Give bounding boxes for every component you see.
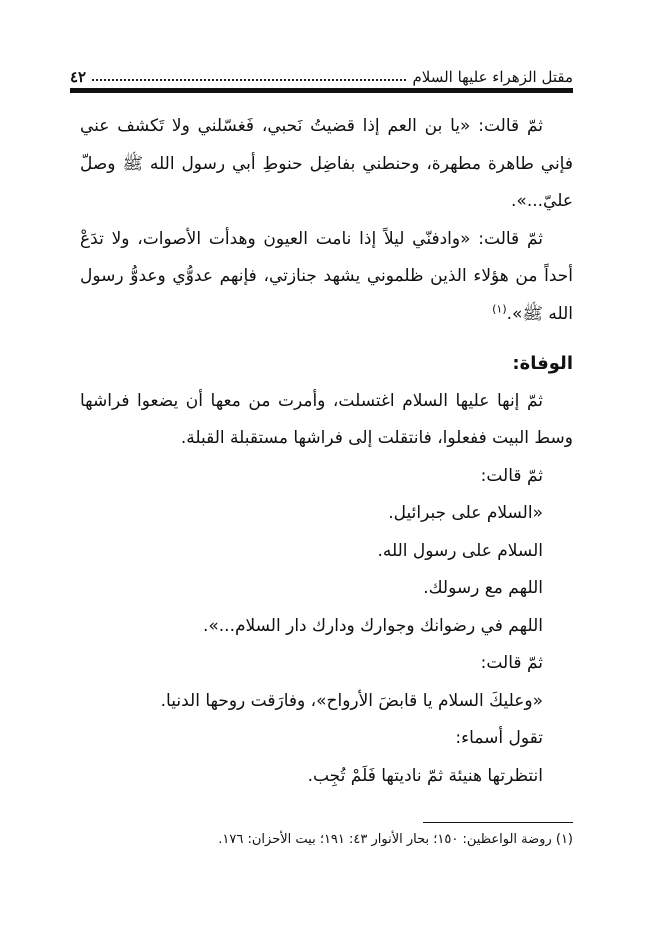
paragraph-spacer [80,333,573,345]
paragraph-2 [80,221,573,334]
footnote-rule [423,822,573,823]
footnote-reference: (١) [492,301,507,315]
book-title: مقتل الزهراء عليها السلام [412,68,573,86]
text-line: انتظرتها هنيئة ثمّ ناديتها فَلَمْ تُجِب. [307,765,543,786]
text-line: السلام على رسول الله. [377,540,543,561]
text-line: تقول أسماء: [455,728,543,748]
running-header [70,58,573,86]
text-line: ثمّ قالت: [480,653,543,673]
text-line: اللهم في رضوانك وجوارك ودارك دار السلام...». [202,615,543,636]
paragraph-2-text: ثمّ قالت: «وادفنّي ليلاً إذا نامت العيون وهدأت الأصوات، ولا تدَعْ أحداً من هؤلاء الذين ظلموني يشهد جنازتي، فإنهم عدوُّي وعدوُّ رسول الله ﷺ». [80,228,573,324]
text-line: ثمّ قالت: [480,465,543,486]
text-line: «السلام على جبرائيل. [388,503,543,523]
text-line: اللهم مع رسولك. [423,578,543,598]
section-heading: الوفاة: [512,353,573,374]
footnote: (١) روضة الواعظين: ١٥٠؛ بحار الأنوار ٤٣: ١٩١؛ بيت الأحزان: ١٧٦. [218,832,573,847]
section-paragraph: ثمّ إنها عليها السلام اغتسلت، وأمرت من معها أن يضعوا فراشها وسط البيت ففعلوا، فانتقلت إلى فراشها مستقبلة القبلة. [80,390,573,448]
header-leader-dots [92,78,406,81]
page-number: ٤٢ [70,68,87,86]
paragraph-1: ثمّ قالت: «يا بن العم إذا قضيتُ نَحبي، فَغسّلني ولا تَكشف عني فإني طاهرة مطهرة، وحنطني بفاضِل حنوطِ أبي رسول الله ﷺ وصلّ عليّ...». [80,116,573,211]
header-rule [70,88,573,93]
text-line: «وعليكَ السلام يا قابضَ الأرواح»، وفارَقت روحها الدنيا. [160,690,543,711]
body-text [80,108,573,795]
